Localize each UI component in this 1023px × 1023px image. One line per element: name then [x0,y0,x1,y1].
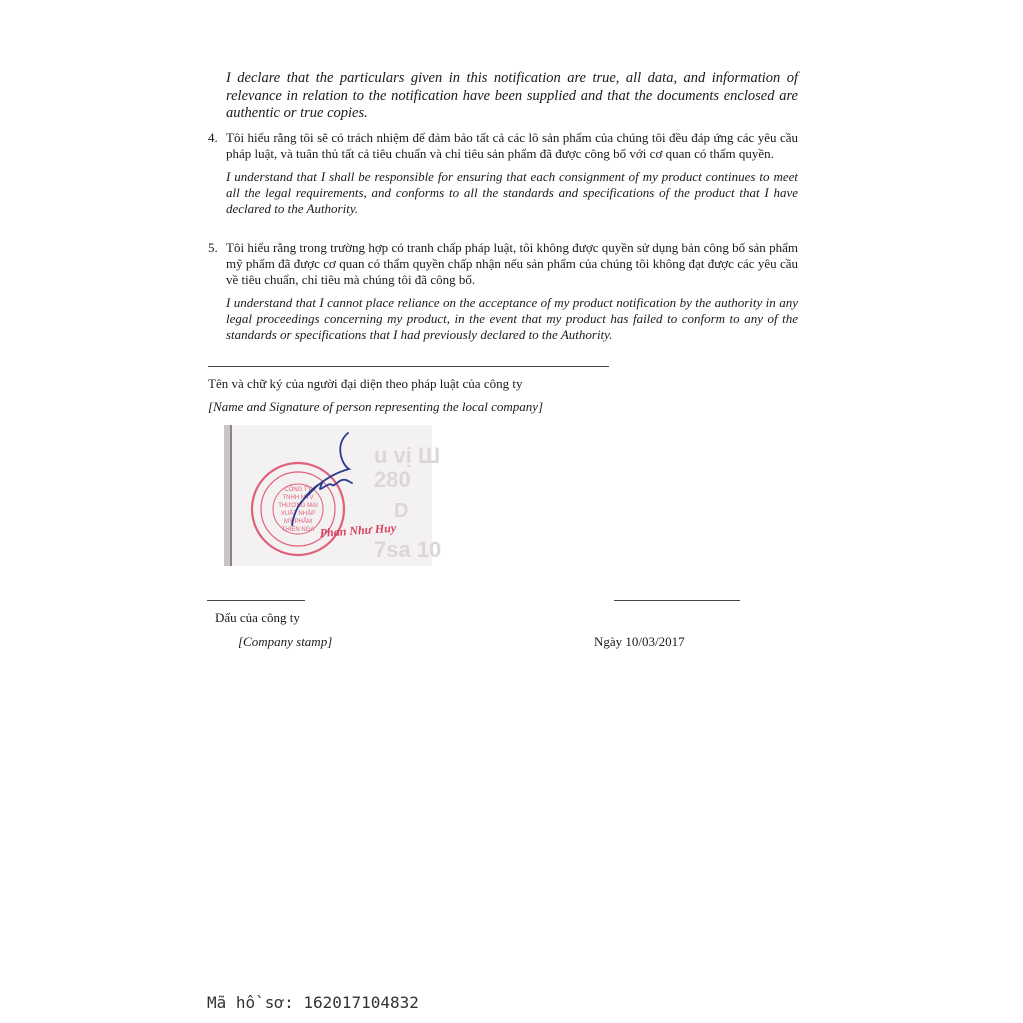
item-text-vietnamese: Tôi hiểu rằng tôi sẽ có trách nhiệm để đảm bảo tất cả các lô sản phẩm của chúng tôi đều đáp ứng các yêu cầu pháp luật, và tuân thủ tất cả tiêu chuẩn và chỉ tiêu sản phẩm đã được công bố với cơ quan có thẩm quyền. [226,130,798,161]
svg-text:THIÊN NGA: THIÊN NGA [281,527,315,533]
signature-divider [208,366,609,367]
signature-label-vietnamese: Tên và chữ ký của người đại diện theo pháp luật của công ty [208,376,523,391]
declaration-english: I declare that the particulars given in this notification are true, all data, and information of relevance in relation to the notification have been supplied and that the documents enclosed are authentic or true copies. [226,70,798,121]
stamp-label-english: [Company stamp] [238,634,333,649]
svg-text:D: D [394,500,409,522]
signer-name-handwritten: Phan Như Huy [319,520,397,540]
declaration-item-5 [208,240,798,343]
svg-text:u vị Ш: u vị Ш [374,443,441,468]
date-label: Ngày 10/03/2017 [594,634,685,649]
stamp-divider [207,600,305,601]
file-code: Mã hồ sơ: 162017104832 [207,993,419,1012]
svg-text:MỸ PHẨM: MỸ PHẨM [283,519,313,525]
svg-text:THƯƠNG MẠI: THƯƠNG MẠI [278,503,318,509]
stamp-and-signature-graphic [224,425,442,566]
item-text-vietnamese: Tôi hiểu rằng trong trường hợp có tranh chấp pháp luật, tôi không được quyền sử dụng bản công bố sản phẩm mỹ phẩm đã được cơ quan có thẩm quyền chấp nhận nếu sản phẩm của chúng tôi không đạt được các yêu cầu về tiêu chuẩn, chỉ tiêu mà chúng tôi đã công bố. [226,240,798,287]
svg-text:TNHH MTV: TNHH MTV [282,495,314,501]
scan-edge-line [230,425,232,566]
svg-text:7sa 10: 7sa 10 [374,537,442,562]
date-divider [614,600,740,601]
declaration-item-4 [208,130,798,217]
item-number: 4. [208,130,218,145]
svg-text:CÔNG TY: CÔNG TY [284,487,312,493]
signature-stamp-image [224,425,442,566]
item-text-english: I understand that I shall be responsible for ensuring that each consignment of my product continues to meet all the legal requirements, and conforms to all the standards and specifications of the product that I have declared to the Authority. [226,169,798,216]
stamp-label-vietnamese: Dấu của công ty [215,610,300,625]
signature-label-english: [Name and Signature of person representing the local company] [208,399,544,414]
svg-text:XUẤT NHẬP: XUẤT NHẬP [280,511,316,517]
svg-text:280: 280 [374,467,411,492]
item-text-english: I understand that I cannot place reliance on the acceptance of my product notification by the authority in any legal proceedings concerning my product, in the event that my product has failed to conform to any of the standards or specifications that I had previously declared to the Authority. [226,295,798,342]
item-number: 5. [208,240,218,255]
